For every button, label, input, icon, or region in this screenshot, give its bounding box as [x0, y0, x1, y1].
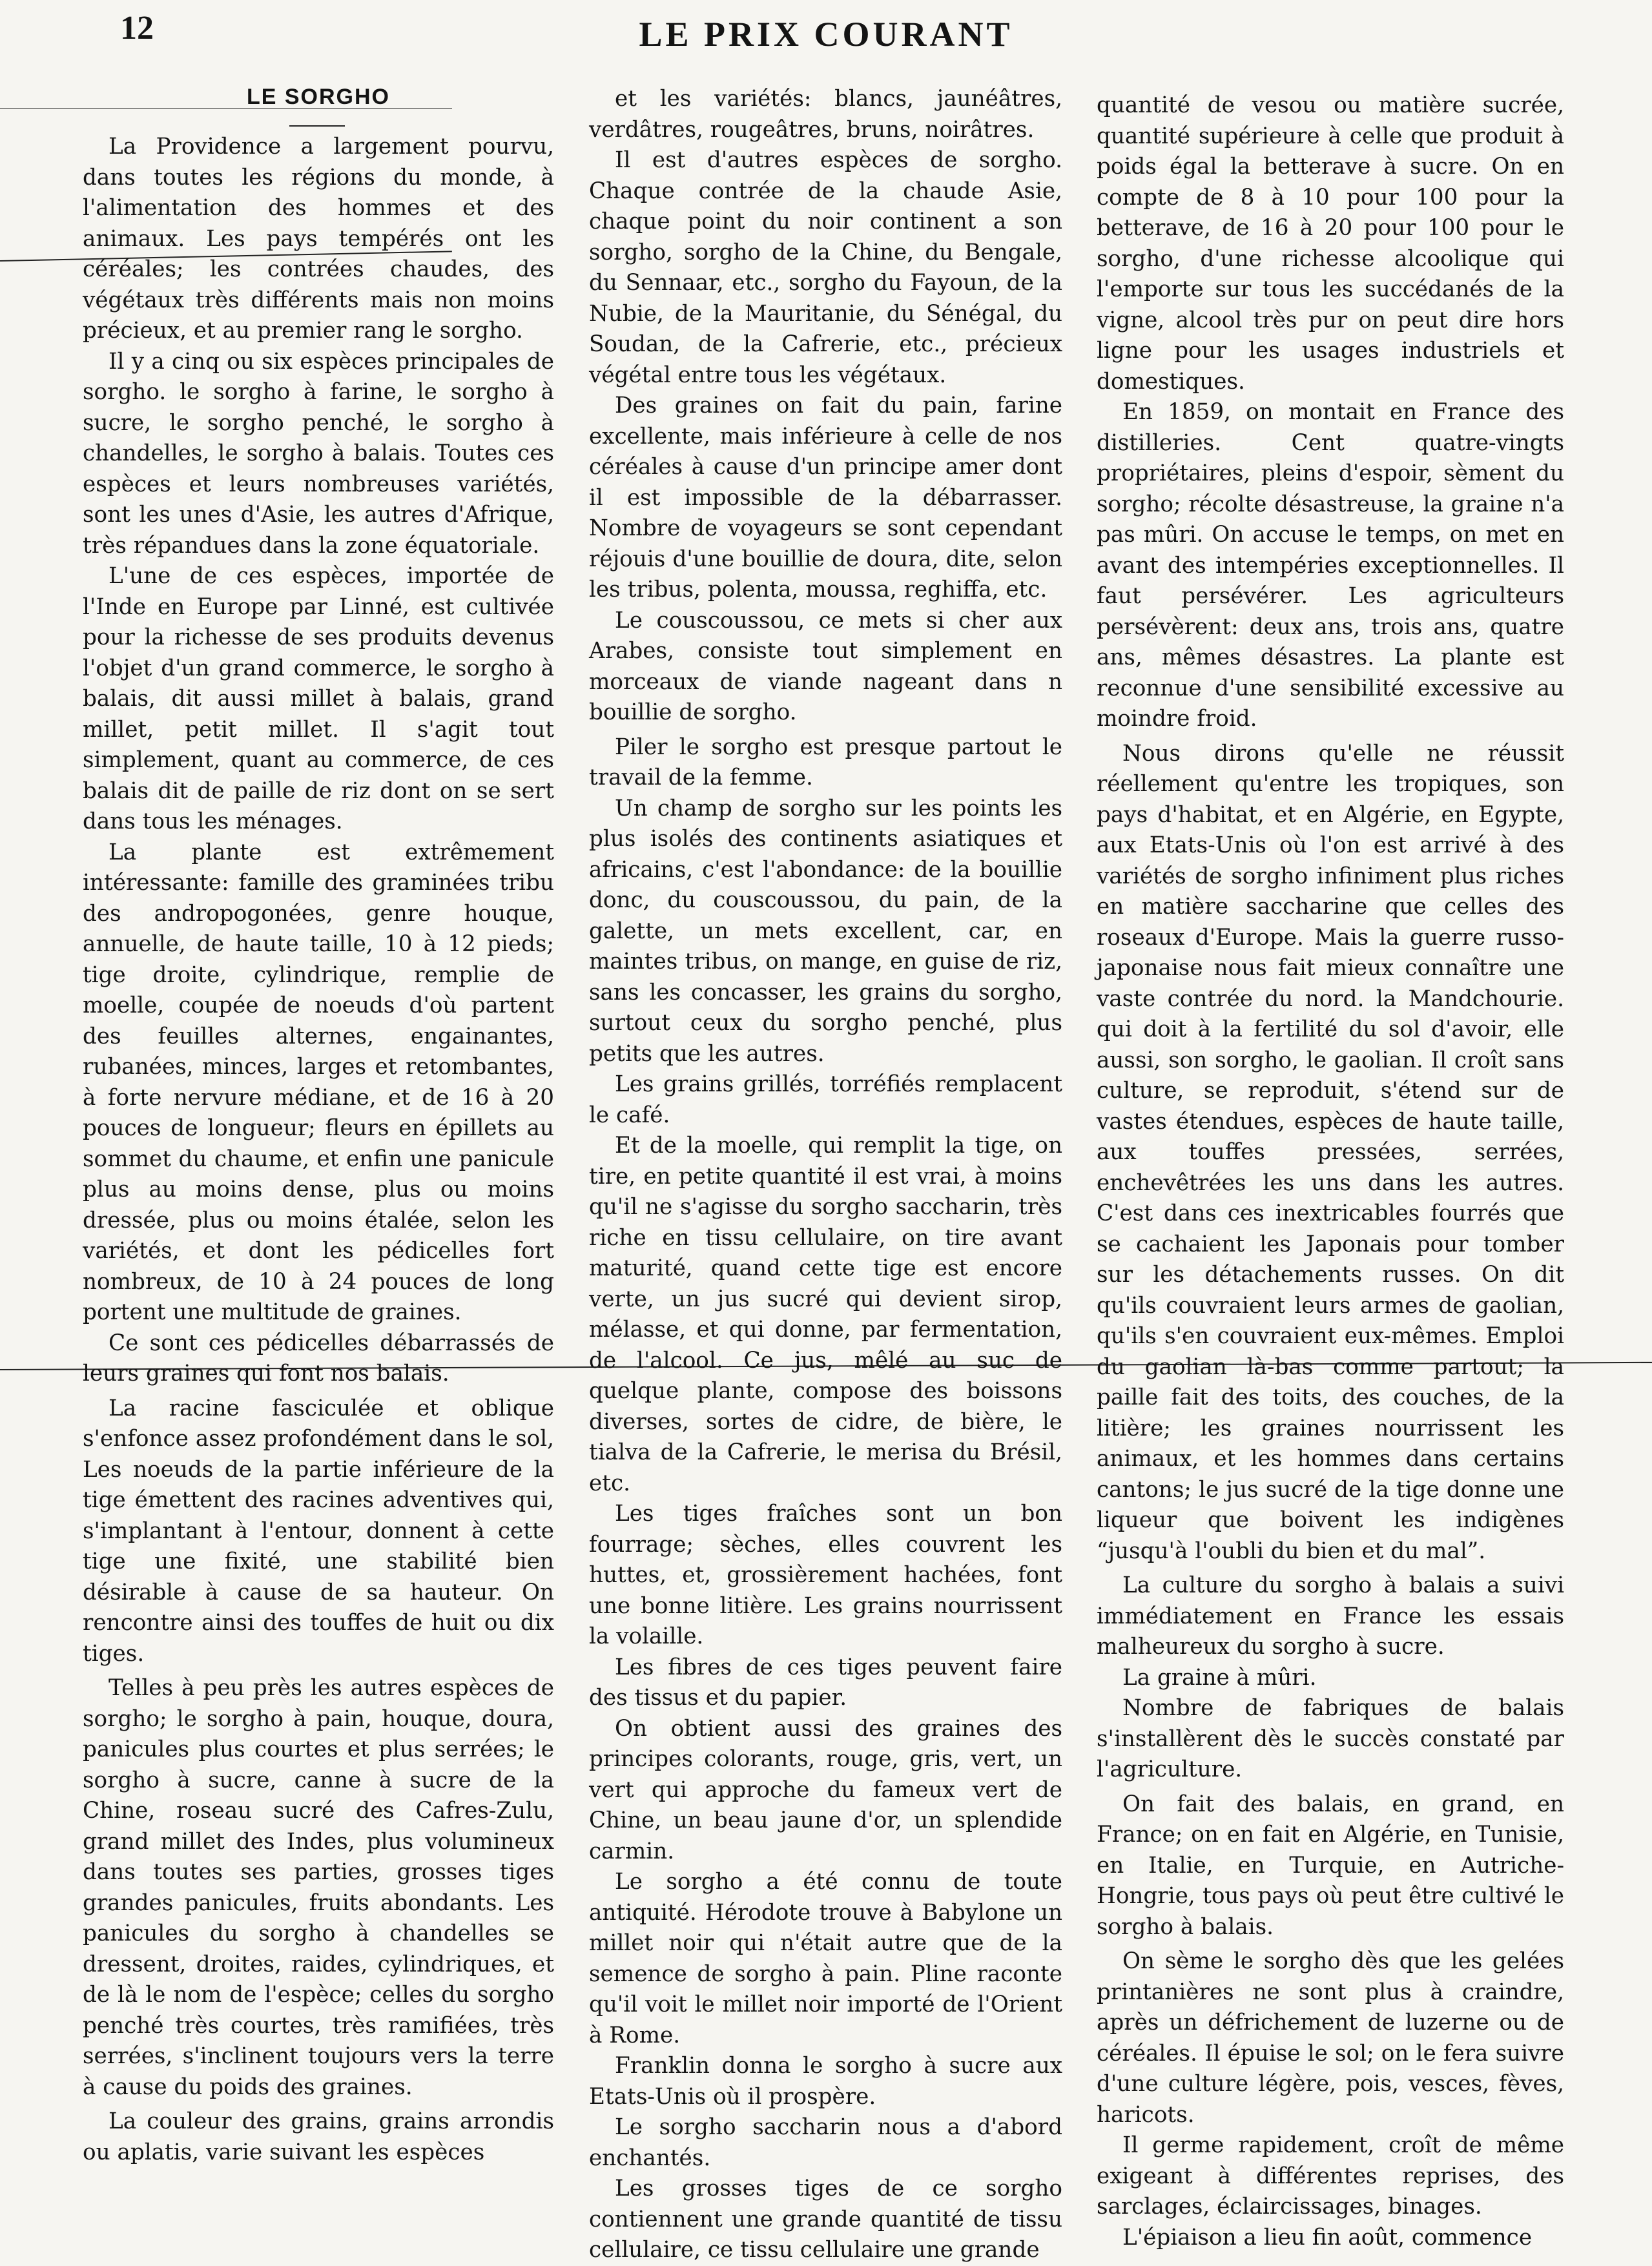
- paragraph: Les tiges fraîches sont un bon fourrage; sèches, elles couvrent les huttes, et, grossièrement hachées, font une bonne litière. Les grains nourrissent la volaille.: [589, 1501, 1062, 1649]
- paragraph: Un champ de sorgho sur les points les plus isolés des continents asiatiques et africains, c'est l'abondance: de la bouillie donc, du couscoussou, du pain, de la galette, un mets excellent, car, en maintes tribus, on mange, en guise de riz, sans les concasser, les grains du sorgho, surtout ceux du sorgho penché, plus petits que les autres.: [589, 795, 1062, 1067]
- paragraph: Le sorgho a été connu de toute antiquité. Hérodote trouve à Babylone un millet noir qui n'était autre que de la semence de sorgho à pain. Pline raconte qu'il voit le millet noir importé de l'Orient à Rome.: [589, 1869, 1062, 2048]
- paragraph: Les grosses tiges de ce sorgho contiennent une grande quantité de tissu cellulaire, ce tissu cellulaire une grande: [589, 2176, 1062, 2263]
- article-column-3: [1097, 90, 1564, 2253]
- paragraph: Ce sont ces pédicelles débarrassés de leurs graines qui font nos balais.: [83, 1330, 554, 1386]
- page-number: 12: [120, 10, 154, 46]
- paragraph: En 1859, on montait en France des distilleries. Cent quatre-vingts propriétaires, pleins d'espoir, sèment du sorgho; récolte désastreuse, la graine n'a pas mûri. On accuse le temps, on met en avant des intempéries exceptionnelles. Il faut persévérer. Les agriculteurs persévèrent: deux ans, trois ans, quatre ans, mêmes désastres. La plante est reconnue d'une sensibilité excessive au moindre froid.: [1097, 399, 1564, 732]
- paragraph: Le sorgho saccharin nous a d'abord enchantés.: [589, 2114, 1062, 2171]
- paragraph: L'épiaison a lieu fin août, commence: [1122, 2224, 1533, 2251]
- paragraph: Il y a cinq ou six espèces principales de sorgho. le sorgho à farine, le sorgho à sucre, le sorgho penché, le sorgho à chandelles, le sorgho à balais. Toutes ces espèces et leurs nombreuses variétés, sont les unes d'Asie, les autres d'Afrique, très répandues dans la zone équatoriale.: [83, 348, 554, 559]
- paragraph: et les variétés: blancs, jaunéâtres, verdâtres, rougeâtres, bruns, noirâtres.: [589, 86, 1062, 143]
- paragraph: Piler le sorgho est presque partout le travail de la femme.: [589, 734, 1062, 790]
- paragraph: Il germe rapidement, croît de même exigeant à différentes reprises, des sarclages, éclaircissages, binages.: [1097, 2132, 1564, 2220]
- paragraph: La racine fasciculée et oblique s'enfonce assez profondément dans le sol, Les noeuds de la partie inférieure de la tige émettent des racines adventives qui, s'implantant à l'entour, donnent à cette tige une fixité, une stabilité bien désirable à cause de sa hauteur. On rencontre ainsi des touffes de huit ou dix tiges.: [83, 1395, 554, 1667]
- paragraph: Il est d'autres espèces de sorgho. Chaque contrée de la chaude Asie, chaque point du noir continent a son sorgho, sorgho de la Chine, du Bengale, du Sennaar, etc., sorgho du Fayoun, de la Nubie, de la Mauritanie, du Sénégal, du Soudan, de la Cafrerie, etc., précieux végétal entre tous les végétaux.: [589, 147, 1062, 388]
- paragraph: Les fibres de ces tiges peuvent faire des tissus et du papier.: [589, 1654, 1062, 1711]
- paragraph: quantité de vesou ou matière sucrée, quantité supérieure à celle que produit à poids égal la betterave à sucre. On en compte de 8 à 10 pour 100 pour la betterave, de 16 à 20 pour 100 pour le sorgho, d'une richesse alcoolique qui l'emporte sur tous les succédanés de la vigne, alcool très pur on peut dire hors ligne pour les usages industriels et domestiques.: [1097, 92, 1564, 395]
- paragraph: Telles à peu près les autres espèces de sorgho; le sorgho à pain, houque, doura, panicules plus courtes et plus serrées; le sorgho à sucre, canne à sucre de la Chine, roseau sucré des Cafres-Zulu, grand millet des Indes, plus volumineux dans toutes ses parties, grosses tiges grandes panicules, fruits abondants. Les panicules du sorgho à chandelles se dressent, droites, raides, cylindriques, et de là le nom de l'espèce; celles du sorgho penché très courtes, très ramifiées, très serrées, s'inclinent toujours vers la terre à cause du poids des graines.: [83, 1675, 554, 2100]
- paragraph: La graine à mûri.: [1122, 1664, 1317, 1691]
- paragraph: Des graines on fait du pain, farine excellente, mais inférieure à celle de nos céréales à cause d'un principe amer dont il est impossible de la débarrasser. Nombre de voyageurs se sont cependant réjouis d'une bouillie de doura, dite, selon les tribus, polenta, moussa, reghiffa, etc.: [589, 393, 1062, 603]
- article-title: LE SORGHO: [83, 84, 554, 110]
- paragraph: La culture du sorgho à balais a suivi immédiatement en France les essais malheureux du sorgho à sucre.: [1097, 1572, 1564, 1660]
- paragraph: Nombre de fabriques de balais s'installèrent dès le succès constaté par l'agriculture.: [1097, 1695, 1564, 1782]
- paragraph: On obtient aussi des graines des principes colorants, rouge, gris, vert, un vert qui approche du fameux vert de Chine, un beau jaune d'or, un splendide carmin.: [589, 1715, 1062, 1864]
- paragraph: Le couscoussou, ce mets si cher aux Arabes, consiste tout simplement en morceaux de viande nageant dans n bouillie de sorgho.: [589, 607, 1062, 725]
- paragraph: L'une de ces espèces, importée de l'Inde en Europe par Linné, est cultivée pour la richesse de ses produits devenus l'objet d'un grand commerce, le sorgho à balais, dit aussi millet à balais, grand millet, petit millet. Il s'agit tout simplement, quant au commerce, de ces balais dit de paille de riz dont on se sert dans tous les ménages.: [83, 563, 554, 834]
- article-column-2: [589, 84, 1062, 2266]
- paragraph: La plante est extrêmement intéressante: famille des graminées tribu des andropogonées, genre houque, annuelle, de haute taille, 10 à 12 pieds; tige droite, cylindrique, remplie de moelle, coupée de noeuds d'où partent des feuilles alternes, engainantes, rubanées, minces, larges et retombantes, à forte nervure médiane, et de 16 à 20 pouces de longueur; fleurs en épillets au sommet du chaume, et enfin une panicule plus au moins dense, plus ou moins dressée, plus ou moins étalée, selon les variétés, et dont les pédicelles fort nombreux, de 10 à 24 pouces de long portent une multitude de graines.: [83, 839, 554, 1325]
- article-column-1: [83, 84, 554, 2168]
- paragraph: Franklin donna le sorgho à sucre aux Etats-Unis où il prospère.: [589, 2053, 1062, 2110]
- paragraph: La Providence a largement pourvu, dans toutes les régions du monde, à l'alimentation des hommes et des animaux. Les pays tempérés ont les céréales; les contrées chaudes, des végétaux très différents mais non moins précieux, et au premier rang le sorgho.: [83, 134, 554, 344]
- running-title: LE PRIX COURANT: [639, 15, 1013, 54]
- paragraph: Et de la moelle, qui remplit la tige, on tire, en petite quantité il est vrai, à moins qu'il ne s'agisse du sorgho saccharin, très riche en tissu cellulaire, on tire avant maturité, quand cette tige est encore verte, un jus sucré qui devient sirop, mélasse, et qui donne, par fermentation, de l'alcool. Ce jus, mêlé au suc de quelque plante, compose des boissons diverses, sortes de cidre, de bière, le tialva de la Cafrerie, le merisa du Brésil, etc.: [589, 1133, 1062, 1496]
- paragraph: Nous dirons qu'elle ne réussit réellement qu'entre les tropiques, son pays d'habitat, et en Algérie, en Egypte, aux Etats-Unis où l'on est arrivé à des variétés de sorgho infiniment plus riches en matière saccharine que celles des roseaux d'Europe. Mais la guerre russo-japonaise nous fait mieux connaître une vaste contrée du nord. la Mandchourie. qui doit à la fertilité du sol d'avoir, elle aussi, son sorgho, le gaolian. Il croît sans culture, se reproduit, s'étend sur de vastes étendues, espèces de haute taille, aux touffes pressées, serrées, enchevêtrées les uns dans les autres. C'est dans ces inextricables fourrés que se cachaient les Japonais pour tomber sur les détachements russes. On dit qu'ils couvraient leurs armes de gaolian, qu'ils s'en couvraient eux-mêmes. Emploi du gaolian là-bas comme partout; la paille fait des toits, des couches, de la litière; les graines nourrissent les animaux, et les hommes dans certains cantons; le jus sucré de la tige donne une liqueur que boivent les indigènes “jusqu'à l'oubli du bien et du mal”.: [1097, 740, 1564, 1564]
- paragraph: La couleur des grains, grains arrondis ou aplatis, varie suivant les espèces: [83, 2108, 554, 2165]
- paragraph: On sème le sorgho dès que les gelées printanières ne sont plus à craindre, après un défrichement de luzerne ou de céréales. Il épuise le sol; on le fera suivre d'une culture légère, pois, vesces, fèves, haricots.: [1097, 1948, 1564, 2128]
- paragraph: Les grains grillés, torréfiés remplacent le café.: [589, 1071, 1062, 1128]
- paragraph: On fait des balais, en grand, en France; on en fait en Algérie, en Tunisie, en Italie, en Turquie, en Autriche-Hongrie, tous pays où peut être cultivé le sorgho à balais.: [1097, 1791, 1564, 1940]
